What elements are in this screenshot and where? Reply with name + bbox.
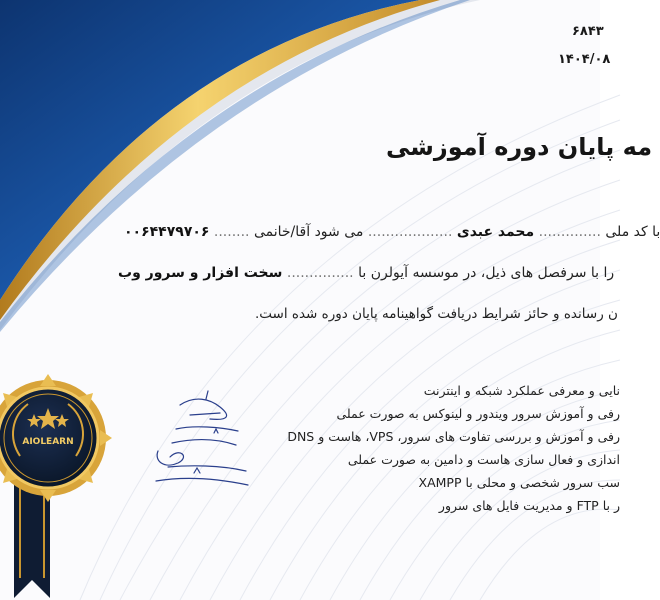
syllabus-item: رفی و آموزش سرور ویندور و لینوکس به صورت عملی: [336, 406, 620, 421]
syllabus-item: اندازی و فعال سازی هاست و دامین به صورت عملی: [347, 452, 620, 467]
recipient-prefix-tail: ی: [253, 224, 266, 240]
certificate-number: ۶۸۴۳: [572, 24, 604, 39]
national-code-value: ۰۰۶۴۴۷۹۷۰۶: [124, 224, 210, 240]
syllabus-item: ر با FTP و مدیریت فایل های سرور: [438, 498, 620, 513]
award-seal-image: [0, 368, 104, 600]
course-line-text: را با سرفصل های ذیل، در موسسه آیولرن با: [358, 265, 615, 281]
recipient-line: ۰۰۶۴۴۷۹۷۰۶ ........ با کد ملی .............. محمد عبدی ................... می شود آقا/خانمی: [124, 224, 660, 240]
course-name: سخت افزار و سرور وب: [118, 265, 283, 281]
recipient-prefix: می شود آقا/خانم: [265, 224, 364, 240]
recipient-name: محمد عبدی: [456, 224, 535, 240]
syllabus-item: سب سرور شخصی و محلی با XAMPP: [418, 475, 620, 490]
certificate-title: مه پایان دوره آموزشی: [386, 133, 653, 161]
national-code-label: با کد ملی: [605, 224, 660, 240]
syllabus-item: رفی و آموزش و بررسی تفاوت های سرور، VPS، هاست و DNS: [287, 429, 620, 444]
seal-text: AIOLEARN: [22, 437, 74, 447]
syllabus-item: نایی و معرفی عملکرد شبکه و اینترنت: [423, 383, 620, 398]
syllabus-list: [287, 379, 620, 517]
signature-image: [150, 385, 255, 495]
certificate-date: ۱۴۰۴/۰۸: [558, 52, 611, 67]
course-line: را با سرفصل های ذیل، در موسسه آیولرن با ............... سخت افزار و سرور وب: [118, 265, 615, 281]
completion-line: ن رسانده و حائز شرایط دریافت گواهینامه پایان دوره شده است.: [255, 306, 618, 322]
